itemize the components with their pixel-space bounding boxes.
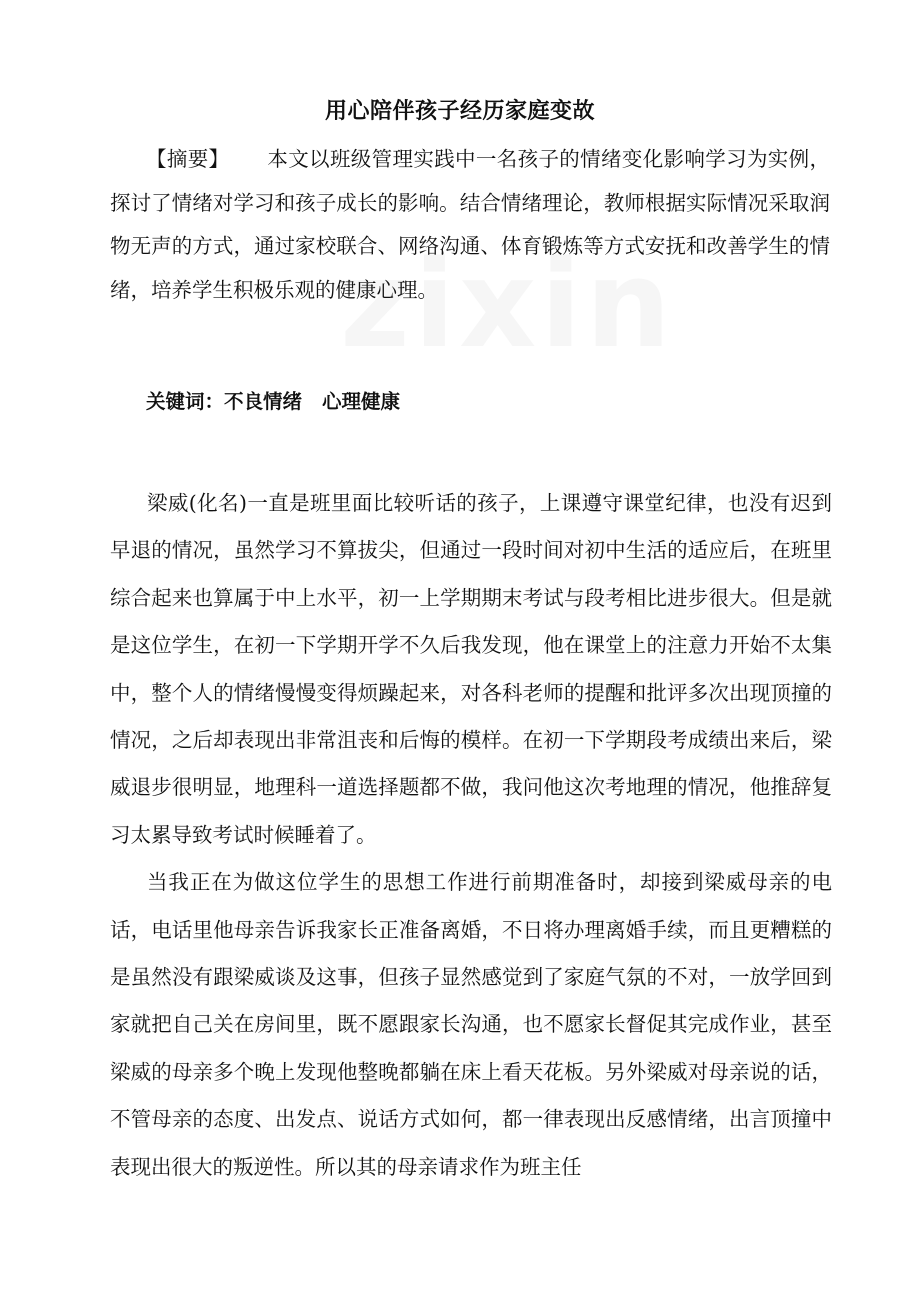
keyword-item: 不良情绪 <box>224 390 303 413</box>
abstract-label: 【摘要】 <box>146 147 230 171</box>
abstract <box>110 138 830 312</box>
abstract-text: 本文以班级管理实践中一名孩子的情绪变化影响学习为实例，探讨了情绪对学习和孩子成长的影响。结合情绪理论，教师根据实际情况采取润物无声的方式，通过家校联合、网络沟通、体育锻炼等方式安抚和改善学生的情绪，培养学生积极乐观的健康心理。 <box>110 147 831 302</box>
document-title: 用心陪伴孩子经历家庭变故 <box>324 99 595 124</box>
keywords-label: 关键词： <box>146 390 225 413</box>
keyword-item: 心理健康 <box>322 390 401 413</box>
keywords <box>146 384 400 420</box>
body-paragraph: 梁威(化名)一直是班里面比较听话的孩子，上课遵守课堂纪律，也没有迟到早退的情况，虽然学习不算拔尖，但通过一段时间对初中生活的适应后，在班里综合起来也算属于中上水平，初一上学期期末考试与段考相比进步很大。但是就是这位学生，在初一下学期开学不久后我发现，他在课堂上的注意力开始不太集中，整个人的情绪慢慢变得烦躁起来，对各科老师的提醒和批评多次出现顶撞的情况，之后却表现出非常沮丧和后悔的模样。在初一下学期段考成绩出来后，梁威退步很明显，地理科一道选择题都不做，我问他这次考地理的情况，他推辞复习太累导致考试时候睡着了。 <box>110 491 832 847</box>
body-text <box>110 480 832 1191</box>
body-paragraph: 当我正在为做这位学生的思想工作进行前期准备时，却接到梁威母亲的电话，电话里他母亲告诉我家长正准备离婚，不日将办理离婚手续，而且更糟糕的是虽然没有跟梁威谈及这事，但孩子显然感觉到了家庭气氛的不对，一放学回到家就把自己关在房间里，既不愿跟家长沟通，也不愿家长督促其完成作业，甚至梁威的母亲多个晚上发现他整晚都躺在床上看天花板。另外梁威对母亲说的话，不管母亲的态度、出发点、说话方式如何，都一律表现出反感情绪，出言顶撞中表现出很大的叛逆性。所以其的母亲请求作为班主任 <box>110 870 832 1179</box>
